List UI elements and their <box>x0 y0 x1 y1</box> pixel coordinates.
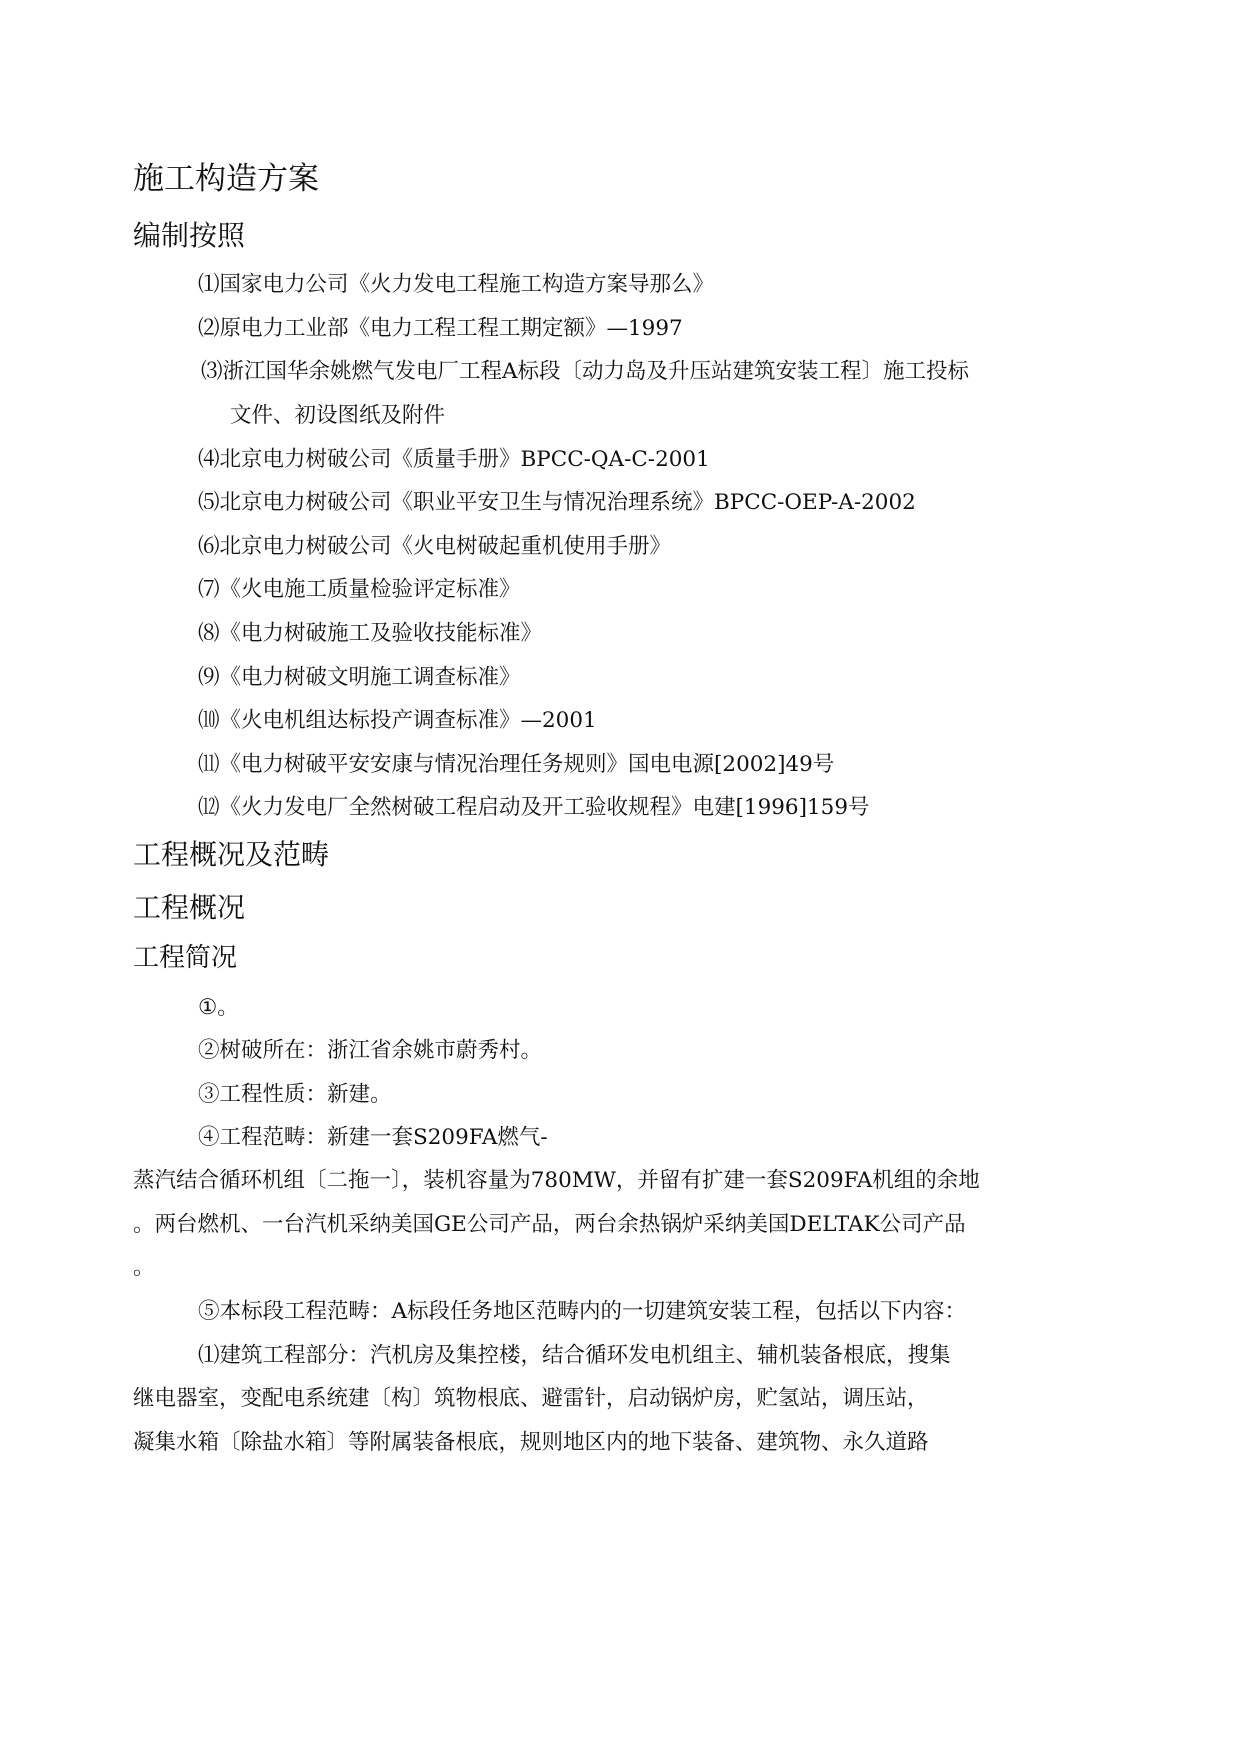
reference-item-8: ⑻《电力树破施工及验收技能标准》 <box>198 621 543 646</box>
reference-item-2: ⑵原电力工业部《电力工程工程工期定额》—1997 <box>198 316 683 341</box>
paragraph-line: 继电器室，变配电系统建〔构〕筑物根底、避雷针，启动锅炉房，贮氢站，调压站， <box>133 1386 929 1411</box>
reference-item-10: ⑽《火电机组达标投产调查标准》—2001 <box>198 708 597 733</box>
paragraph-item-5: ⑤本标段工程范畴：A标段任务地区范畴内的一切建筑安装工程，包括以下内容： <box>198 1299 967 1324</box>
document-title: 施工构造方案 <box>133 161 319 197</box>
reference-item-11: ⑾《电力树破平安安康与情况治理任务规则》国电电源[2002]49号 <box>198 752 835 777</box>
reference-item-3-line-1: ⑶浙江国华余姚燃气发电厂工程A标段〔动力岛及升压站建筑安装工程〕施工投标 <box>201 359 970 384</box>
subsection-heading-overview: 工程概况 <box>133 891 246 924</box>
section-heading-overview: 工程概况及范畴 <box>133 838 330 871</box>
subsubsection-heading-brief: 工程简况 <box>133 943 238 973</box>
paragraph-item-3: ③工程性质：新建。 <box>198 1082 392 1107</box>
paragraph-line: 。 <box>133 1255 155 1280</box>
reference-item-9: ⑼《电力树破文明施工调查标准》 <box>198 665 521 690</box>
paragraph-item-4: ④工程范畴：新建一套S209FA燃气- <box>198 1125 548 1150</box>
section-heading-basis: 编制按照 <box>133 219 246 252</box>
reference-item-7: ⑺《火电施工质量检验评定标准》 <box>198 577 521 602</box>
paragraph-item-2: ②树破所在：浙江省余姚市蔚秀村。 <box>198 1038 543 1063</box>
paragraph-subitem-1: ⑴建筑工程部分：汽机房及集控楼，结合循环发电机组主、辅机装备根底，搜集 <box>198 1343 951 1368</box>
reference-item-12: ⑿《火力发电厂全然树破工程启动及开工验收规程》电建[1996]159号 <box>198 795 870 820</box>
reference-item-6: ⑹北京电力树破公司《火电树破起重机使用手册》 <box>198 534 672 559</box>
paragraph-line: 。两台燃机、一台汽机采纳美国GE公司产品，两台余热锅炉采纳美国DELTAK公司产品 <box>133 1212 966 1237</box>
paragraph-item-1: ①。 <box>198 995 239 1020</box>
reference-item-4: ⑷北京电力树破公司《质量手册》BPCC-QA-C-2001 <box>198 447 710 472</box>
paragraph-line: 蒸汽结合循环机组〔二拖一〕，装机容量为780MW，并留有扩建一套S209FA机组的余地 <box>133 1168 980 1193</box>
reference-item-5: ⑸北京电力树破公司《职业平安卫生与情况治理系统》BPCC-OEP-A-2002 <box>198 490 916 515</box>
reference-item-1: ⑴国家电力公司《火力发电工程施工构造方案导那么》 <box>198 272 715 297</box>
paragraph-line: 凝集水箱〔除盐水箱〕等附属装备根底，规则地区内的地下装备、建筑物、永久道路 <box>133 1430 929 1455</box>
reference-item-3-line-2: 文件、初设图纸及附件 <box>230 403 446 428</box>
